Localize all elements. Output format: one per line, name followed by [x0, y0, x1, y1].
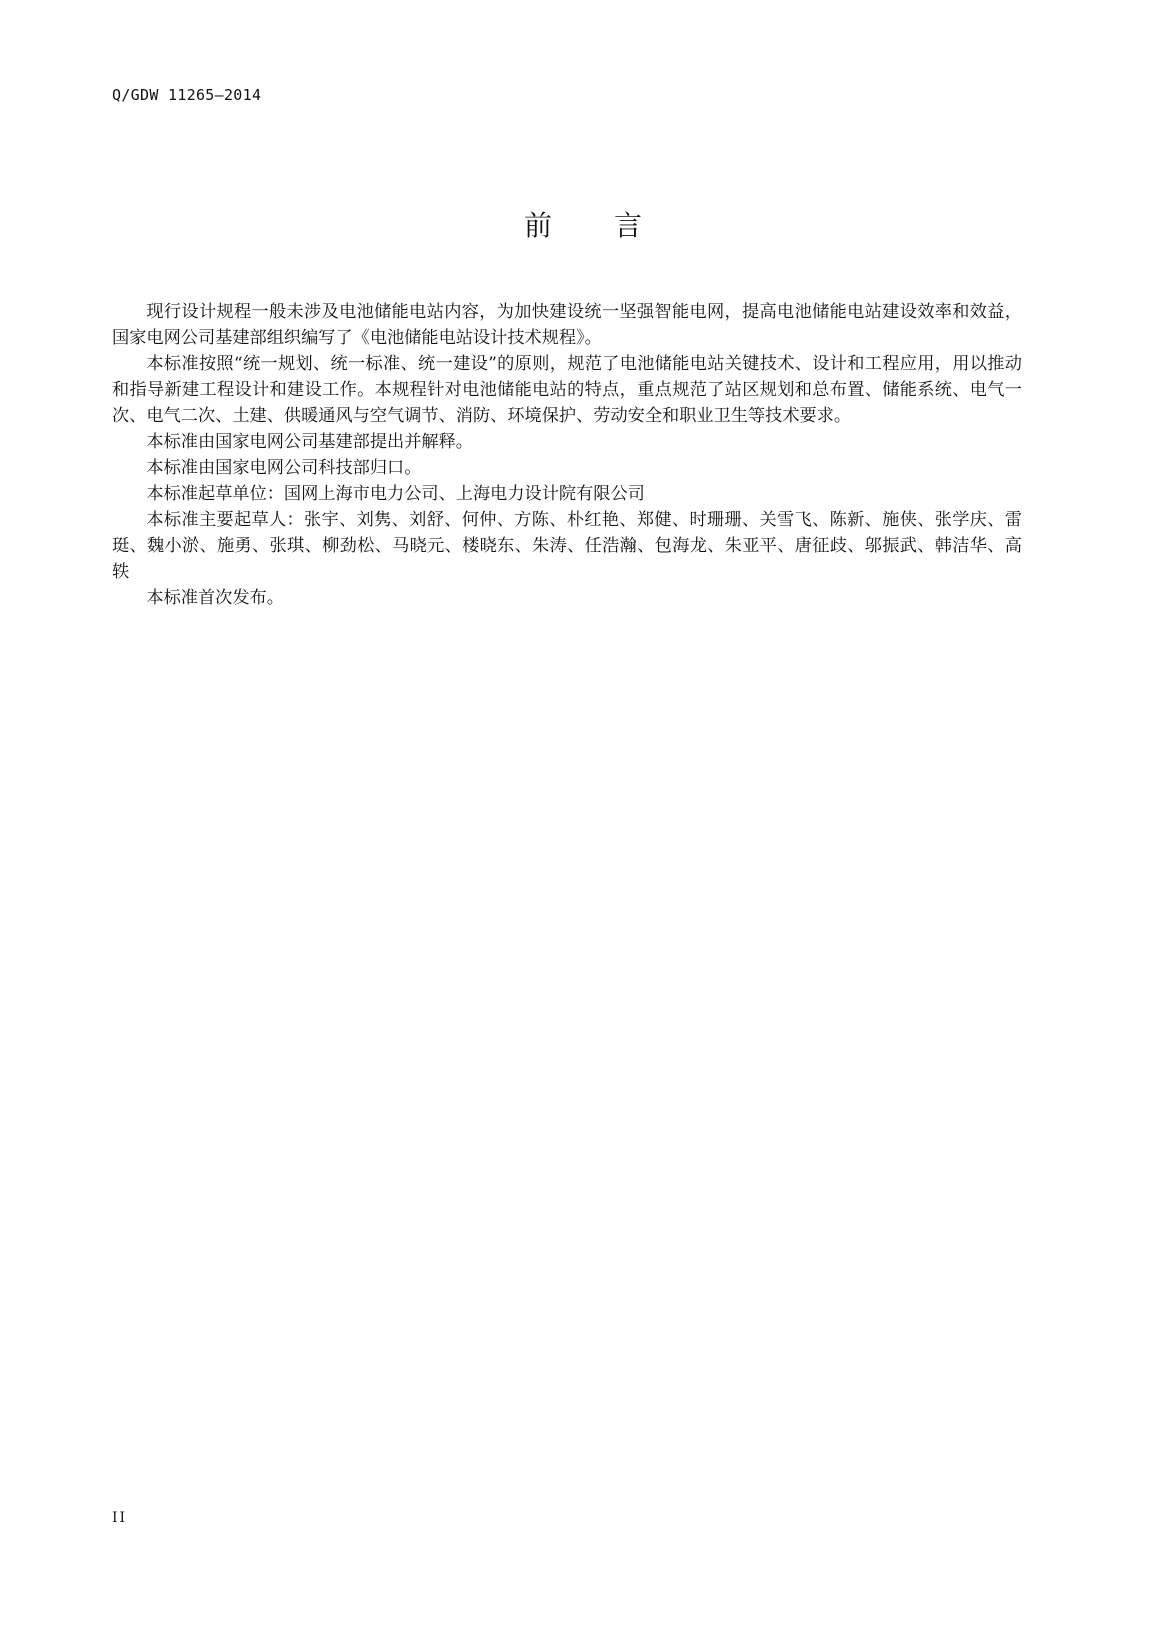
paragraph-drafters: 本标准主要起草人：张宇、刘隽、刘舒、何仲、方陈、朴红艳、郑健、时珊珊、关雪飞、陈新、施侠、张学庆、雷珽、魏小淤、施勇、张琪、柳劲松、马晓元、楼晓东、朱涛、任浩瀚、包海龙、朱亚平、唐征歧、邬振武、韩洁华、高轶	[112, 510, 1022, 582]
paragraph-scope: 本标准按照“统一规划、统一标准、统一建设”的原则，规范了电池储能电站关键技术、设计和工程应用，用以推动和指导新建工程设计和建设工作。本规程针对电池储能电站的特点，重点规范了站区规划和总布置、储能系统、电气一次、电气二次、土建、供暖通风与空气调节、消防、环境保护、劳动安全和职业卫生等技术要求。	[112, 354, 1022, 426]
paragraph-proposer: 本标准由国家电网公司基建部提出并解释。	[146, 432, 473, 452]
page-number: II	[112, 1510, 128, 1526]
paragraph-first-release: 本标准首次发布。	[146, 588, 284, 608]
paragraph-administrator: 本标准由国家电网公司科技部归口。	[146, 458, 422, 478]
foreword-body	[112, 299, 1022, 611]
paragraph-background: 现行设计规程一般未涉及电池储能电站内容，为加快建设统一坚强智能电网，提高电池储能电站建设效率和效益，国家电网公司基建部组织编写了《电池储能电站设计技术规程》。	[112, 302, 1022, 348]
paragraph-drafting-units: 本标准起草单位：国网上海市电力公司、上海电力设计院有限公司	[146, 484, 645, 504]
document-code: Q/GDW 11265—2014	[112, 86, 262, 104]
page-title: 前言	[523, 209, 704, 242]
